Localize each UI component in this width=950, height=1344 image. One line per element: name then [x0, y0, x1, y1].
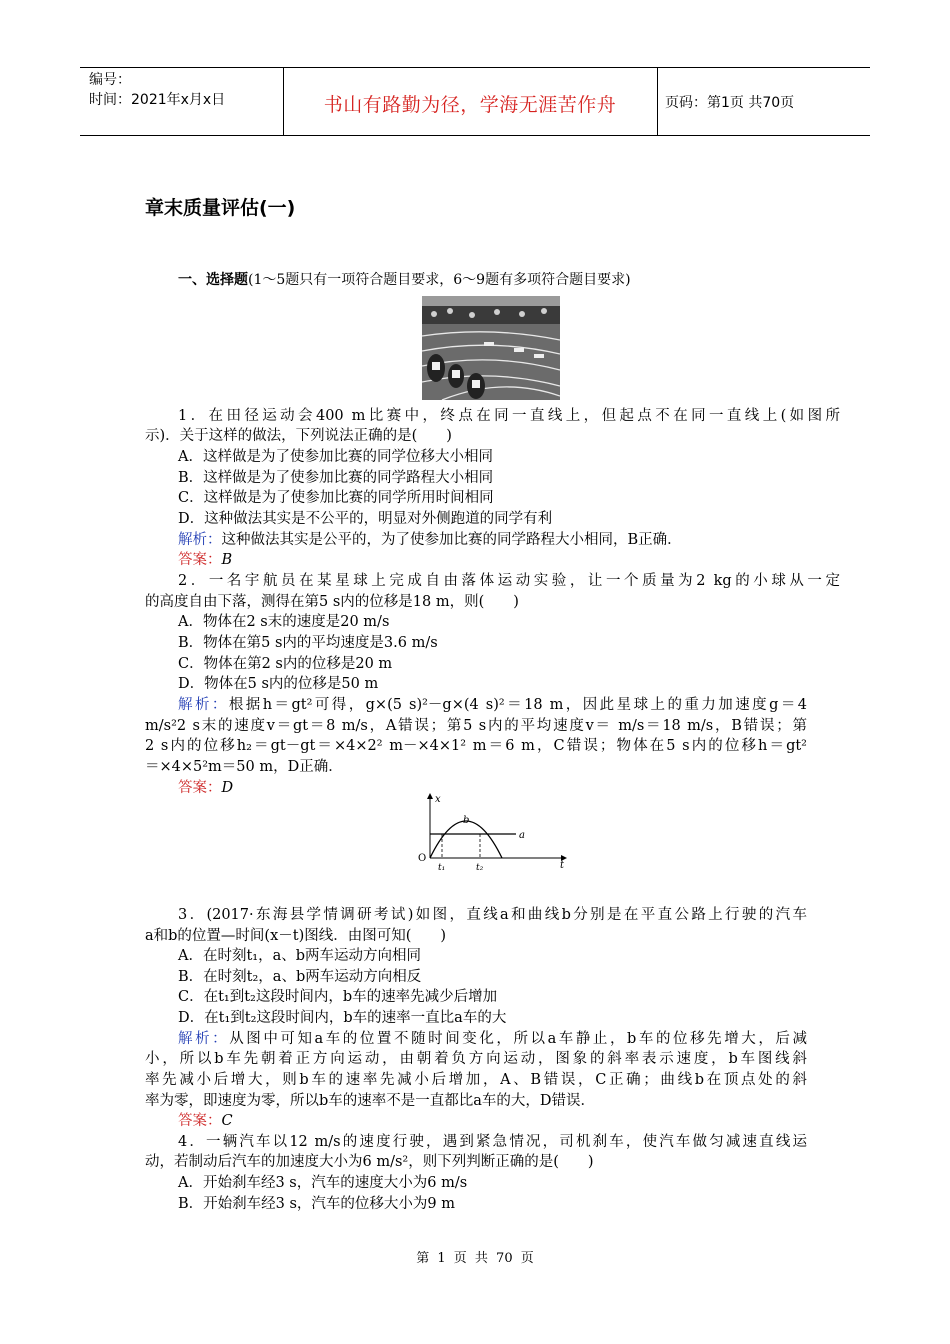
analysis-label: 解析：	[178, 697, 229, 713]
analysis-text: 率先减小后增大，则b车的速率先减小后增加，A、B错误，C正确；曲线b在顶点处的斜	[145, 1072, 807, 1088]
question-2-text: 2．一名宇航员在某星球上完成自由落体运动实验，让一个质量为2 kg的小球从一定	[178, 573, 840, 589]
answer-value: C	[221, 1113, 233, 1129]
answer	[178, 550, 232, 570]
question-3-text: a和b的位置—时间(x－t)图线．由图可知( )	[145, 928, 447, 944]
option-c: C．物体在第2 s内的位移是20 m	[178, 656, 393, 672]
track-photo	[422, 296, 560, 400]
section-note: (1～5题只有一项符合题目要求，6～9题有多项符合题目要求)	[248, 272, 631, 288]
answer-label: 答案：	[178, 1113, 222, 1129]
option-a: A．开始刹车经3 s，汽车的速度大小为6 m/s	[178, 1175, 468, 1191]
number-label: 编号：	[89, 72, 131, 88]
option-c: C．在t₁到t₂这段时间内，b车的速率先减少后增加	[178, 989, 498, 1005]
t-axis-label: t	[560, 860, 565, 871]
option-d: D．在t₁到t₂这段时间内，b车的速率一直比a车的大	[178, 1010, 507, 1026]
header-motto: 书山有路勤为径，学海无涯苦作舟	[323, 94, 617, 116]
section-label: 一、选择题	[178, 272, 248, 288]
answer-value: D	[221, 780, 234, 796]
answer-label: 答案：	[178, 780, 222, 796]
answer-label: 答案：	[178, 552, 222, 568]
analysis-text: 从图中可知a车的位置不随时间变化，所以a车静止，b车的位移先增大，后减	[229, 1031, 807, 1047]
analysis-label: 解析：	[178, 1031, 230, 1047]
question-4-text: 4．一辆汽车以12 m/s的速度行驶，遇到紧急情况，司机刹车，使汽车做匀减速直线运	[178, 1134, 807, 1150]
line-a-label: a	[519, 830, 525, 841]
analysis-text: 2 s内的位移h₂＝gt－gt＝×4×2² m－×4×1² m＝6 m，C错误；物体在5 s内的位移h＝gt²	[145, 738, 807, 754]
question-2-text: 的高度自由下落，测得在第5 s内的位移是18 m，则( )	[145, 594, 519, 610]
analysis-text: 根据h＝gt²可得，g×(5 s)²－g×(4 s)²＝18 m，因此星球上的重力加速度g＝4	[228, 697, 808, 713]
header-divider	[657, 67, 658, 135]
option-b: B．物体在第5 s内的平均速度是3.6 m/s	[178, 635, 438, 651]
analysis-text: m/s²2 s末的速度v＝gt＝8 m/s，A错误；第5 s内的平均速度v＝ m/s＝18 m/s，B错误；第	[145, 718, 807, 734]
question-1-text: 示)．关于这样的做法，下列说法正确的是( )	[145, 428, 452, 444]
page-title: 章末质量评估(一)	[145, 197, 296, 219]
curve-b	[430, 821, 502, 858]
page-footer: 第 1 页 共 70 页	[416, 1251, 534, 1266]
question-4-text: 动，若制动后汽车的加速度大小为6 m/s²，则下列判断正确的是( )	[145, 1154, 594, 1170]
x-axis-label: x	[435, 794, 441, 805]
question-3-text: 3．(2017·东海县学情调研考试)如图，直线a和曲线b分别是在平直公路上行驶的汽车	[178, 907, 807, 923]
option-a: A．物体在2 s末的速度是20 m/s	[178, 614, 390, 630]
header-top-rule	[80, 67, 870, 68]
header-bottom-rule	[80, 135, 870, 136]
section-heading	[178, 269, 631, 289]
option-a: A．这样做是为了使参加比赛的同学位移大小相同	[178, 449, 493, 465]
option-c: C．这样做是为了使参加比赛的同学所用时间相同	[178, 490, 494, 506]
t1-label: t₁	[438, 863, 446, 873]
origin-label: O	[418, 853, 427, 864]
xt-graph	[408, 790, 570, 880]
header-meta	[89, 70, 225, 110]
time-label: 时间：2021年x月x日	[89, 92, 226, 108]
option-d: D．这种做法其实是不公平的，明显对外侧跑道的同学有利	[178, 511, 553, 527]
option-d: D．物体在5 s内的位移是50 m	[178, 676, 379, 692]
analysis	[178, 530, 682, 550]
answer-value: B	[221, 552, 233, 568]
analysis-text: ＝×4×5²m＝50 m，D正确．	[145, 759, 343, 775]
page-info: 页码：第1页 共70页	[665, 95, 795, 111]
analysis-text: 这种做法其实是公平的，为了使参加比赛的同学路程大小相同，B正确．	[221, 532, 682, 548]
analysis-text: 率为零，即速度为零，所以b车的速率不是一直都比a车的大，D错误．	[145, 1093, 596, 1109]
option-b: B．这样做是为了使参加比赛的同学路程大小相同	[178, 470, 494, 486]
analysis-text: 小，所以b车先朝着正方向运动，由朝着负方向运动，图象的斜率表示速度，b车图线斜	[145, 1051, 807, 1067]
curve-b-label: b	[463, 815, 470, 826]
question-1-text: 1．在田径运动会400 m比赛中，终点在同一直线上，但起点不在同一直线上(如图所	[178, 408, 840, 424]
analysis	[178, 695, 807, 715]
analysis-label: 解析：	[178, 532, 222, 548]
answer	[178, 1111, 233, 1131]
option-b: B．开始刹车经3 s，汽车的位移大小为9 m	[178, 1196, 456, 1212]
analysis	[178, 1029, 807, 1049]
answer	[178, 778, 233, 798]
option-a: A．在时刻t₁，a、b两车运动方向相同	[178, 948, 422, 964]
t2-label: t₂	[476, 863, 484, 873]
option-b: B．在时刻t₂，a、b两车运动方向相反	[178, 969, 422, 985]
